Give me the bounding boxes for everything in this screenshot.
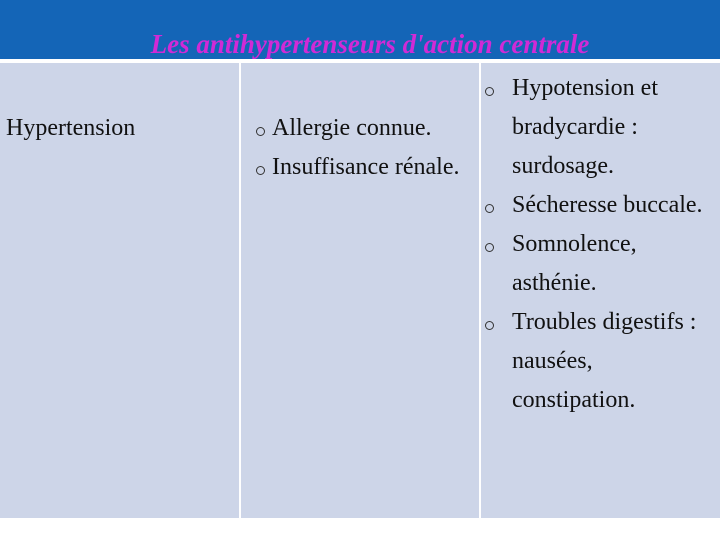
list-item: Insuffisance rénale. <box>272 148 477 187</box>
circle-bullet-icon <box>256 127 265 136</box>
circle-bullet-icon <box>485 243 494 252</box>
circle-bullet-icon <box>485 321 494 330</box>
side-effects-cell <box>512 69 717 420</box>
slide-footer <box>0 518 720 540</box>
circle-bullet-icon <box>256 166 265 175</box>
list-item: Hypotension et bradycardie : surdosage. <box>512 69 717 186</box>
circle-bullet-icon <box>485 87 494 96</box>
content-table <box>0 61 720 518</box>
contraindications-list <box>272 109 477 187</box>
list-item: Somnolence, asthénie. <box>512 225 717 303</box>
indication-text: Hypertension <box>6 115 136 141</box>
list-item: Sécheresse buccale. <box>512 186 717 225</box>
slide-title: Les antihypertenseurs d'action centrale <box>150 29 590 59</box>
column-divider-1 <box>239 63 241 518</box>
list-item: Allergie connue. <box>272 109 477 148</box>
side-effects-list <box>512 69 717 420</box>
indication-cell <box>6 109 234 148</box>
contraindications-cell <box>272 109 477 187</box>
list-item: Troubles digestifs : nausées, constipation. <box>512 303 717 420</box>
column-divider-2 <box>479 63 481 518</box>
circle-bullet-icon <box>485 204 494 213</box>
